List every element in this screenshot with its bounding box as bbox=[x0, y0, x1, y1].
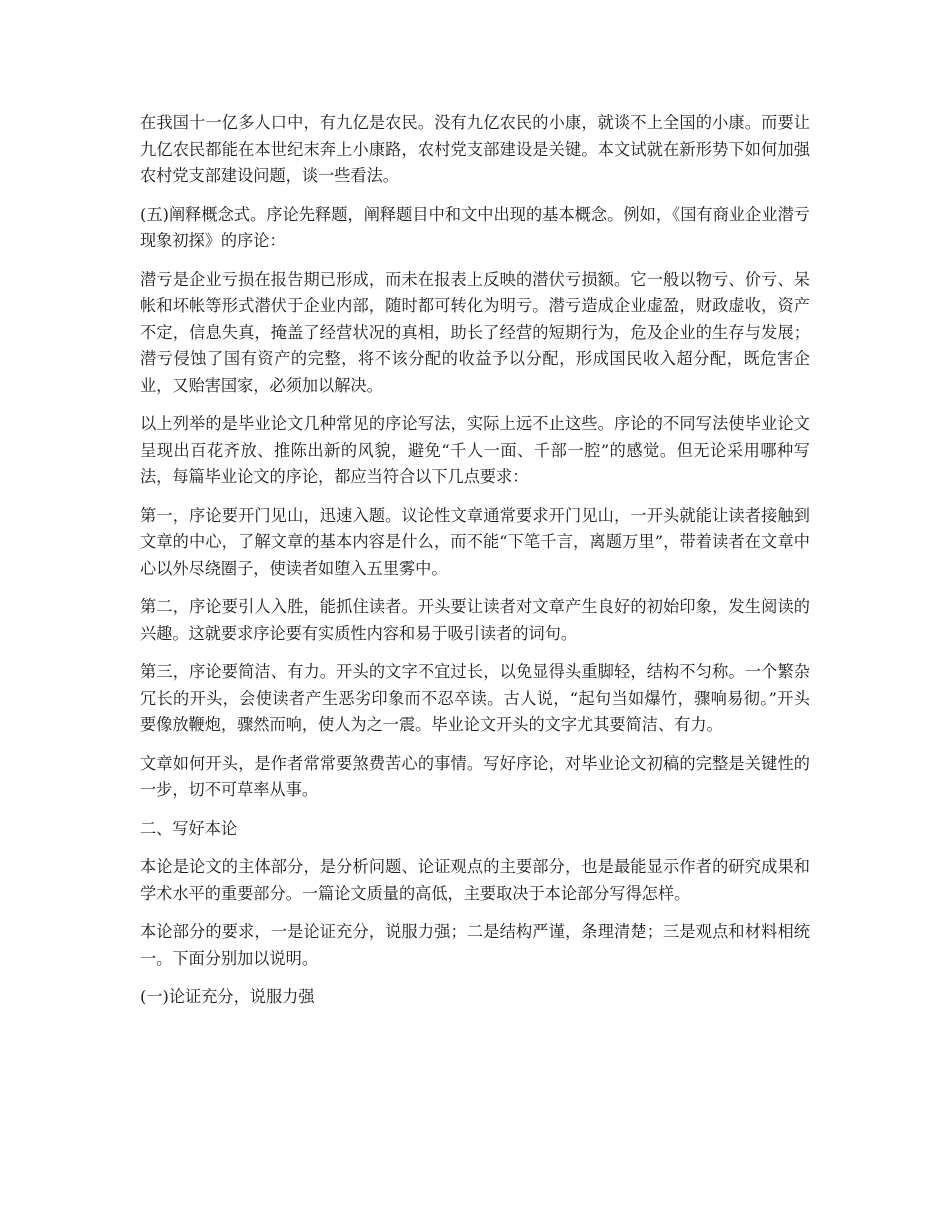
paragraph-requirement-1: 第一，序论要开门见山，迅速入题。议论性文章通常要求开门见山，一开头就能让读者接触到文章的中心，了解文章的基本内容是什么，而不能“下笔千言，离题万里”，带着读者在文章中心以外尽绕圈子，使读者如堕入五里雾中。 bbox=[140, 505, 810, 578]
paragraph-concept-method: (五)阐释概念式。序论先释题，阐释题目中和文中出现的基本概念。例如，《国有商业企业潜亏现象初探》的序论： bbox=[140, 204, 810, 250]
section-heading-main-body: 二、写好本论 bbox=[140, 818, 238, 838]
paragraph-main-body-intro: 本论是论文的主体部分，是分析问题、论证观点的主要部分，也是最能显示作者的研究成果和学术水平的重要部分。一篇论文质量的高低，主要取决于本论部分写得怎样。 bbox=[140, 857, 810, 903]
paragraph-main-body-requirements: 本论部分的要求，一是论证充分，说服力强；二是结构严谨，条理清楚；三是观点和材料相统一。下面分别加以说明。 bbox=[140, 922, 810, 968]
paragraph-requirement-3: 第三，序论要简洁、有力。开头的文字不宜过长，以免显得头重脚轻，结构不匀称。一个繁杂冗长的开头，会使读者产生恶劣印象而不忍卒读。古人说，“起句当如爆竹，骤响易彻。”开头要像放鞭炮，骤然而响，使人为之一震。毕业论文开头的文字尤其要简洁、有力。 bbox=[140, 662, 810, 734]
paragraph-summary: 以上列举的是毕业论文几种常见的序论写法，实际上远不止这些。序论的不同写法使毕业论文呈现出百花齐放、推陈出新的风貌，避免“千人一面、千部一腔”的感觉。但无论采用哪种写法，每篇毕业论文的序论，都应当符合以下几点要求： bbox=[140, 414, 810, 486]
document-body bbox=[140, 110, 810, 1023]
paragraph-requirement-2: 第二，序论要引人入胜，能抓住读者。开头要让读者对文章产生良好的初始印象，发生阅读的兴趣。这就要求序论要有实质性内容和易于吸引读者的词句。 bbox=[140, 597, 810, 643]
paragraph-intro-example: 在我国十一亿多人口中，有九亿是农民。没有九亿农民的小康，就谈不上全国的小康。而要让九亿农民都能在本世纪末奔上小康路，农村党支部建设是关键。本文试就在新形势下如何加强农村党支部建设问题，谈一些看法。 bbox=[140, 113, 810, 185]
subsection-heading-argument: (一)论证充分，说服力强 bbox=[140, 987, 315, 1006]
paragraph-concept-example: 潜亏是企业亏损在报告期已形成，而未在报表上反映的潜伏亏损额。它一般以物亏、价亏、呆帐和坏帐等形式潜伏于企业内部，随时都可转化为明亏。潜亏造成企业虚盈，财政虚收，资产不定，信息失真，掩盖了经营状况的真相，助长了经营的短期行为，危及企业的生存与发展；潜亏侵蚀了国有资产的完整，将不该分配的收益予以分配，形成国民收入超分配，既危害企业，又贻害国家，必须加以解决。 bbox=[140, 269, 810, 395]
paragraph-conclusion: 文章如何开头，是作者常常要煞费苦心的事情。写好序论，对毕业论文初稿的完整是关键性的一步，切不可草率从事。 bbox=[140, 753, 810, 799]
